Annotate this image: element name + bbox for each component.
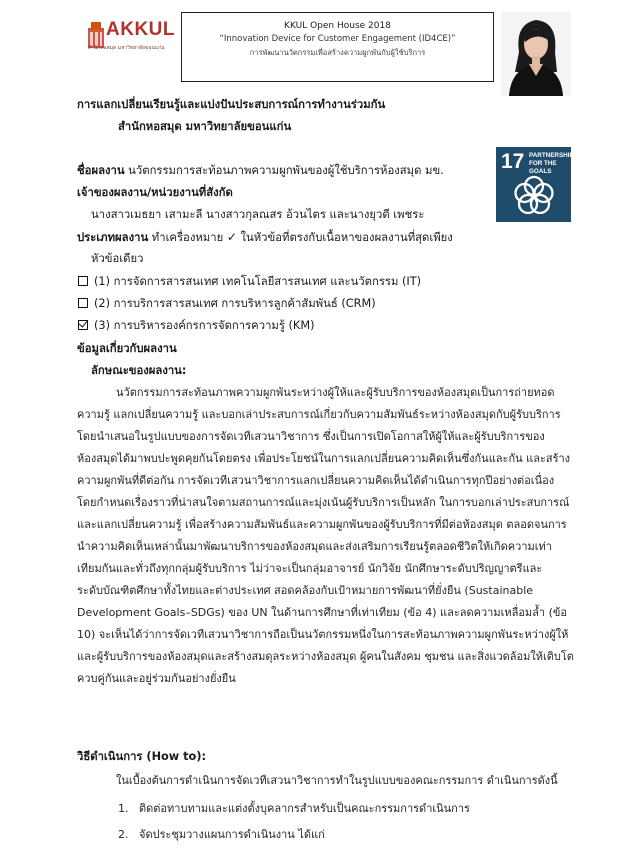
work-type-instruction-c: หัวข้อเดียว (91, 252, 144, 265)
paragraph-line: เทียมกันและทั่วถึงทุกกลุ่มผู้รับบริการ ไม่ว่าจะเป็นกลุ่มอาจารย์ นักวิจัย นักศึกษาระดับปริญญาตรีและ (77, 562, 543, 575)
sdg-17-badge (496, 147, 578, 222)
heading-line-1: การแลกเปลี่ยนเรียนรู้และแบ่งปันประสบการณ์การทำงานร่วมกัน (77, 98, 386, 111)
work-type-row (77, 230, 453, 245)
header-box (181, 12, 494, 82)
howto-step-1 (118, 802, 470, 816)
option-it[interactable] (78, 275, 421, 289)
flower-icon (511, 173, 557, 219)
option-label: (3) การบริหารองค์กรการจัดการความรู้ (KM) (94, 319, 315, 332)
work-name-value: นวัตกรรมการสะท้อนภาพความผูกพันของผู้ใช้บริการห้องสมุด มข. (128, 164, 444, 177)
logo-subtitle: สำนักหอสมุด มหาวิทยาลัยขอนแก่น (88, 45, 165, 51)
work-name-row (77, 164, 444, 178)
howto-step-2 (118, 828, 325, 842)
header-subtitle-thai: การพัฒนานวัตกรรมเพื่อสร้างความผูกพันกับผู้ใช้บริการ (249, 48, 426, 57)
step-text: จัดประชุมวางแผนการดำเนินงาน ได้แก่ (139, 828, 325, 841)
paragraph-line: 10) จะเห็นได้ว่าการจัดเวทีเสวนาวิชาการถือเป็นนวัตกรรมหนึ่งในการสะท้อนภาพความผูกพันระหว่างผู้ให้ (77, 628, 569, 641)
work-owner-label: เจ้าของผลงาน/หน่วยงานที่สังกัด (77, 186, 233, 199)
step-number: 2. (118, 828, 129, 841)
paragraph-line: และผู้รับบริการของห้องสมุดและสร้างสมดุลระหว่างห้องสมุด ผู้คนในสังคม ชุมชน และสิ่งแวดล้อมให้เติบโต (77, 650, 574, 663)
paragraph-line: ความรู้ แลกเปลี่ยนความรู้ และบอกเล่าประสบการณ์เกี่ยวกับความสัมพันธ์ระหว่างห้องสมุดกับผู้รับบริการ (77, 408, 561, 421)
paragraph-line: ห้องสมุดได้มาพบปะพูดคุยกันโดยตรง เพื่อประโยชน์ในการแลกเปลี่ยนความคิดเห็นซึ่งกันและกัน และสร้าง (77, 452, 571, 465)
sdg-title-line-2: FOR THE GOALS (529, 160, 557, 175)
paragraph-line: โดยนำเสนอในรูปแบบของการจัดเวทีเสวนาวิชาการ ซึ่งเป็นการเปิดโอกาสให้ผู้ให้และผู้รับบริการของ (77, 430, 545, 443)
work-name-label: ชื่อผลงาน (77, 164, 125, 177)
check-mark-icon: ✓ (226, 230, 237, 244)
option-label: (1) การจัดการสารสนเทศ เทคโนโลยีสารสนเทศ และนวัตกรรม (IT) (94, 275, 422, 288)
howto-label: วิธีดำเนินการ (How to): (77, 750, 206, 763)
option-km[interactable] (78, 319, 314, 333)
work-owner-value: นางสาวเมธยา เสามะลี นางสาวกุลณสร อ้วนไตร และนางยุวดี เพชระ (91, 208, 425, 221)
checkbox-checked-icon[interactable] (78, 320, 88, 330)
sdg-title-line-1: PARTNERSHIPS (529, 152, 578, 159)
option-crm[interactable] (78, 297, 376, 311)
info-sub-label: ลักษณะของผลงาน: (91, 364, 187, 377)
step-number: 1. (118, 802, 129, 815)
work-type-instruction-b: ในหัวข้อที่ตรงกับเนื้อหาของผลงานที่สุดเพียง (240, 231, 453, 244)
paragraph-line: ความผูกพันที่ดีต่อกัน การจัดเวทีเสวนาวิชาการแลกเปลี่ยนความคิดเห็นได้ดำเนินการทุกปีอย่างต่อเนื่อง (77, 474, 555, 487)
checkbox-icon[interactable] (78, 276, 88, 286)
header-subtitle: “Innovation Device for Customer Engagement (ID4CE)” (219, 34, 456, 44)
paragraph-line: ระดับบัณฑิตศึกษาทั้งไทยและต่างประเทศ สอดคล้องกับเป้าหมายการพัฒนาที่ยั่งยืน (Sustainable (77, 584, 534, 597)
checkbox-icon[interactable] (78, 298, 88, 308)
paragraph-line: นวัตกรรมการสะท้อนภาพความผูกพันระหว่างผู้ให้และผู้รับบริการของห้องสมุดเป็นการถ่ายทอด (116, 386, 555, 399)
heading-line-2: สำนักหอสมุด มหาวิทยาลัยขอนแก่น (118, 120, 292, 133)
step-text: ติดต่อทาบทามและแต่งตั้งบุคลากรสำหรับเป็นคณะกรรมการดำเนินการ (139, 802, 470, 815)
option-label: (2) การบริการสารสนเทศ การบริหารลูกค้าสัมพันธ์ (CRM) (94, 297, 376, 310)
presenter-photo (501, 12, 571, 96)
paragraph-line: ควบคู่กันและอยู่ร่วมกันอย่างยั่งยืน (77, 672, 236, 685)
work-type-label: ประเภทผลงาน (77, 231, 149, 244)
sdg-number: 17 (501, 150, 525, 173)
paragraph-line: และแลกเปลี่ยนความรู้ เพื่อสร้างความสัมพันธ์และความผูกพันของผู้รับบริการที่มีต่อห้องสมุด ตลอดจนการ (77, 518, 567, 531)
paragraph-line: นำความคิดเห็นเหล่านั้นมาพัฒนาบริการของห้องสมุดและส่งเสริมการเรียนรู้ตลอดชีวิตให้เกิดความเท่า (77, 540, 552, 553)
paragraph-line: โดยกำหนดเรื่องราวที่น่าสนใจตามสถานการณ์และมุ่งเน้นผู้รับบริการเป็นหลัก ในการบอกเล่าประสบการณ์ (77, 496, 570, 509)
info-section-label: ข้อมูลเกี่ยวกับผลงาน (77, 342, 177, 355)
paragraph-line: Development Goals–SDGs) ของ UN ในด้านการศึกษาที่เท่าเทียม (ข้อ 4) และลดความเหลื่อมล้ำ (ข้อ (77, 606, 568, 619)
header-title: KKUL Open House 2018 (284, 21, 391, 31)
work-type-instruction-a: ทำเครื่องหมาย (151, 231, 224, 244)
howto-intro: ในเบื้องต้นการดำเนินการจัดเวทีเสวนาวิชาการทำในรูปแบบของคณะกรรมการ ดำเนินการดังนี้ (116, 774, 558, 787)
logo-text: AKKUL (106, 19, 175, 40)
